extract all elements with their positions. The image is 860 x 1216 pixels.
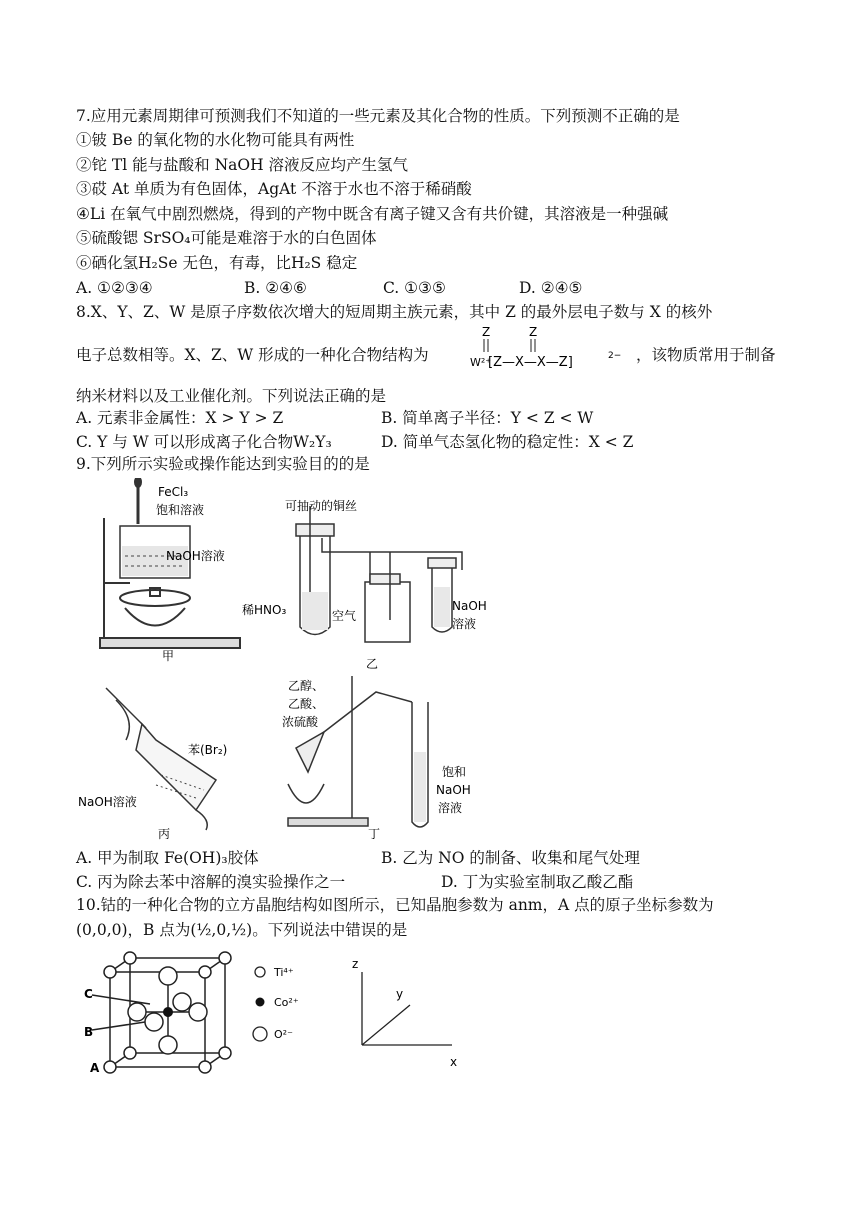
ding-s3: 溶液 [438,801,463,815]
q7-option-a: A. ①②③④ [76,279,153,297]
jia-caption: 甲 [162,649,175,663]
ding-caption: 丁 [368,827,381,841]
ding-r2: 乙酸、 [288,697,325,711]
struct-top-z1: Z [482,325,491,339]
ding-s1: 饱和 [442,765,467,779]
q7-item-5: ⑤硫酸锶 SrSO₄可能是难溶于水的白色固体 [76,229,377,247]
struct-anion: [Z—X—X—Z] [488,355,573,370]
q7-option-d: D. ②④⑤ [519,279,583,297]
point-b-label: B [84,1025,94,1039]
q7-stem: 7.应用元素周期律可预测我们不知道的一些元素及其化合物的性质。下列预测不正确的是 [76,107,680,125]
axis-z: z [352,957,359,971]
q10-crystal-figure [80,950,480,1075]
q8-line-3: 纳米材料以及工业催化剂。下列说法正确的是 [76,387,387,405]
q7-item-4: ④Li 在氧气中剧烈燃烧，得到的产物中既含有离子键又含有共价键，其溶液是一种强碱 [76,205,669,223]
bing-naoh: NaOH溶液 [78,795,137,809]
legend-o: O²⁻ [274,1028,293,1041]
legend-o-marker [253,1027,267,1041]
struct-cation: W²⁺ [470,356,492,369]
jia-liquid: NaOH溶液 [166,549,225,563]
figure-jia-apparatus [80,478,255,663]
q9-stem: 9.下列所示实验或操作能达到实验目的的是 [76,455,370,473]
q7-item-3: ③砹 At 单质为有色固体，AgAt 不溶于水也不溶于稀硝酸 [76,180,472,198]
q8-line-2a: 电子总数相等。X、Z、W 形成的一种化合物结构为 [76,346,429,364]
yi-caption: 乙 [366,657,379,671]
q10-line-2: (0,0,0)，B 点为(½,0,½)。下列说法中错误的是 [76,921,408,939]
q7-item-6: ⑥硒化氢H₂Se 无色，有毒，比H₂S 稳定 [76,254,358,272]
legend-co: Co²⁺ [274,996,299,1009]
axis-x: x [450,1055,458,1069]
yi-naoh2: 溶液 [452,617,477,631]
figure-bing-apparatus [76,680,256,840]
q9-option-b: B. 乙为 NO 的制备、收集和尾气处理 [381,849,640,867]
yi-acid: 稀HNO₃ [242,603,287,617]
q9-option-a: A. 甲为制取 Fe(OH)₃胶体 [76,849,259,867]
axis-y: y [396,987,404,1001]
jia-reagent2: 饱和溶液 [156,503,205,517]
q7-item-2: ②铊 Tl 能与盐酸和 NaOH 溶液反应均产生氢气 [76,156,409,174]
bing-benzene: 苯(Br₂) [188,743,228,757]
q8-line-2b: ，该物质常用于制备 [636,346,776,364]
q9-option-c: C. 丙为除去苯中溶解的溴实验操作之一 [76,873,346,891]
jia-reagent: FeCl₃ [158,485,189,499]
struct-charge: 2− [608,351,622,361]
q8-option-b: B. 简单离子半径：Y < Z < W [381,409,594,427]
bing-caption: 丙 [158,827,171,840]
q8-option-a: A. 元素非金属性：X > Y > Z [76,409,284,427]
legend-co-marker [256,998,265,1007]
q7-option-b: B. ②④⑥ [244,279,307,297]
q8-line-1: 8.X、Y、Z、W 是原子序数依次增大的短周期主族元素，其中 Z 的最外层电子数与 X 的核外 [76,303,713,321]
yi-air: 空气 [332,609,357,623]
ding-r3: 浓硫酸 [282,715,319,729]
figure-ding-apparatus [276,672,486,842]
struct-top-z2: Z [529,325,538,339]
figure-yi-apparatus [240,492,500,682]
q7-item-1: ①铍 Be 的氧化物的水化物可能具有两性 [76,131,355,149]
q8-option-d: D. 简单气态氢化物的稳定性：X < Z [381,433,634,451]
legend-ti-marker [255,967,265,977]
q8-structure-formula [468,324,628,376]
ding-s2: NaOH [436,783,471,797]
yi-wire: 可抽动的铜丝 [285,499,358,513]
q10-line-1: 10.钴的一种化合物的立方晶胞结构如图所示，已知晶胞参数为 anm，A 点的原子坐标参数为 [76,896,714,914]
legend-ti: Ti⁴⁺ [274,966,294,979]
q7-option-c: C. ①③⑤ [383,279,446,297]
q8-option-c: C. Y 与 W 可以形成离子化合物W₂Y₃ [76,433,332,451]
yi-naoh1: NaOH [452,599,487,613]
point-a-label: A [90,1061,100,1075]
q9-option-d: D. 丁为实验室制取乙酸乙酯 [441,873,634,891]
point-c-label: C [84,987,93,1001]
ding-r1: 乙醇、 [288,679,325,693]
